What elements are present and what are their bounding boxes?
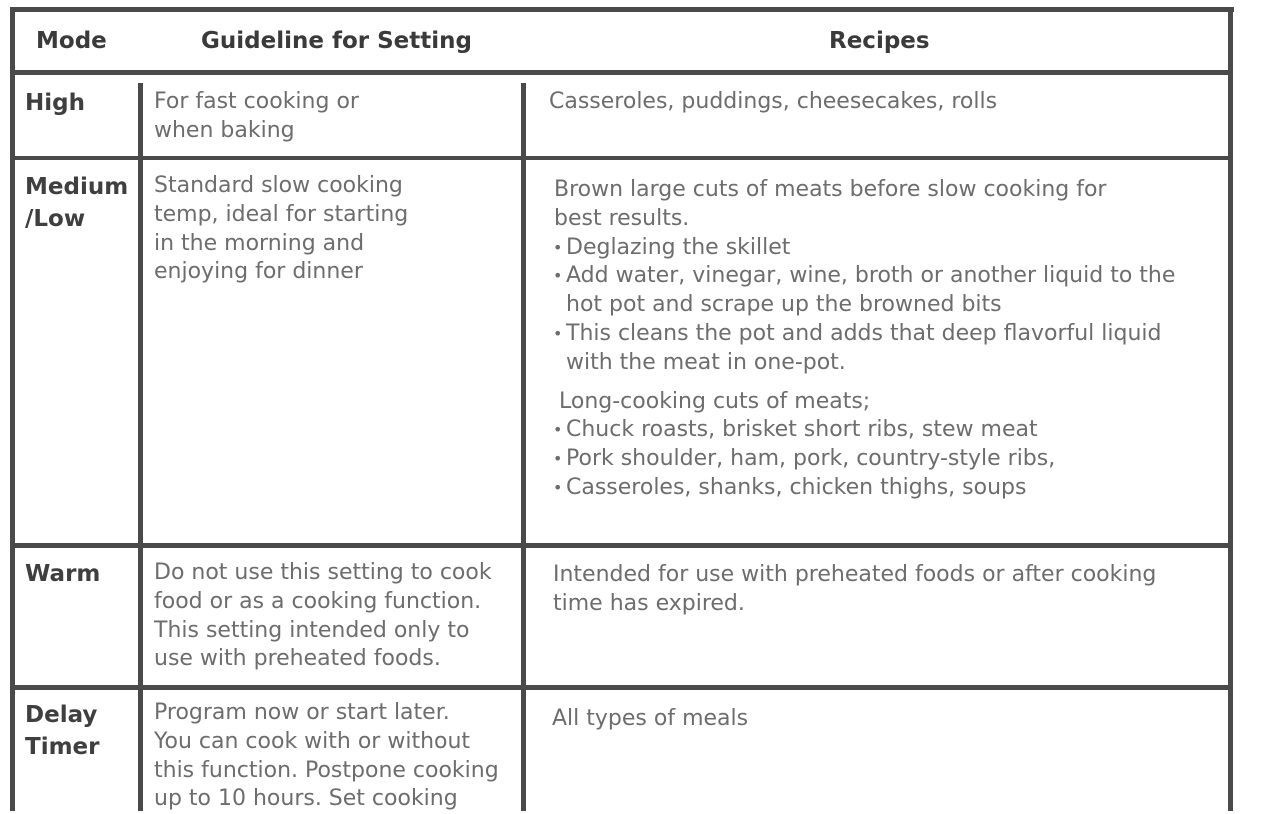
recipes-bullets-2	[554, 416, 1214, 502]
row-divider-1	[10, 156, 1233, 160]
row-delay-timer-mode: Delay Timer	[25, 702, 100, 760]
list-item: • This cleans the pot and adds that deep flavorful liquid with the meat in one-pot.	[553, 320, 1196, 378]
header-divider	[10, 70, 1233, 75]
recipes-intro-2: Long-cooking cuts of meats;	[559, 388, 871, 414]
row-high-recipes: Casseroles, puddings, cheesecakes, rolls	[549, 89, 998, 114]
recipes-bullets-1	[554, 234, 1214, 378]
row-medium-low-guideline: Standard slow cooking temp, ideal for starting in the morning and enjoying for dinner	[154, 173, 409, 285]
row-warm-guideline: Do not use this setting to cook food or as a cooking function. This setting intended only to use with preheated foods.	[154, 560, 492, 672]
header-guideline: Guideline for Setting	[201, 28, 472, 54]
row-medium-low-mode: Medium /Low	[25, 174, 129, 232]
header-mode: Mode	[36, 28, 107, 54]
table-border-right	[1228, 7, 1233, 811]
table-border-left	[10, 7, 15, 811]
col-divider-2	[521, 83, 526, 811]
row-high-guideline: For fast cooking or when baking	[154, 89, 359, 143]
row-warm-mode: Warm	[25, 561, 101, 587]
row-high-mode: High	[25, 90, 85, 116]
table-border-top	[10, 7, 1234, 12]
row-divider-2	[10, 543, 1233, 548]
list-item: • Casseroles, shanks, chicken thighs, soups	[553, 474, 1214, 503]
col-divider-1	[138, 83, 143, 811]
row-delay-timer-guideline: Program now or start later. You can cook with or without this function. Postpone cooking up to 10 hours. Set cooking	[154, 700, 499, 812]
row-divider-3	[10, 685, 1233, 690]
list-item: • Add water, vinegar, wine, broth or another liquid to the hot pot and scrape up the browned bits	[553, 262, 1196, 320]
row-warm-recipes: Intended for use with preheated foods or after cooking time has expired.	[553, 562, 1157, 616]
recipes-intro: Brown large cuts of meats before slow cooking for best results.	[554, 177, 1107, 231]
header-recipes: Recipes	[829, 28, 930, 54]
list-item: • Deglazing the skillet	[553, 234, 1214, 263]
list-item: • Pork shoulder, ham, pork, country-style ribs,	[553, 445, 1214, 474]
row-delay-timer-recipes: All types of meals	[552, 706, 749, 731]
row-medium-low-recipes	[554, 176, 1214, 503]
list-item: • Chuck roasts, brisket short ribs, stew meat	[553, 416, 1214, 445]
